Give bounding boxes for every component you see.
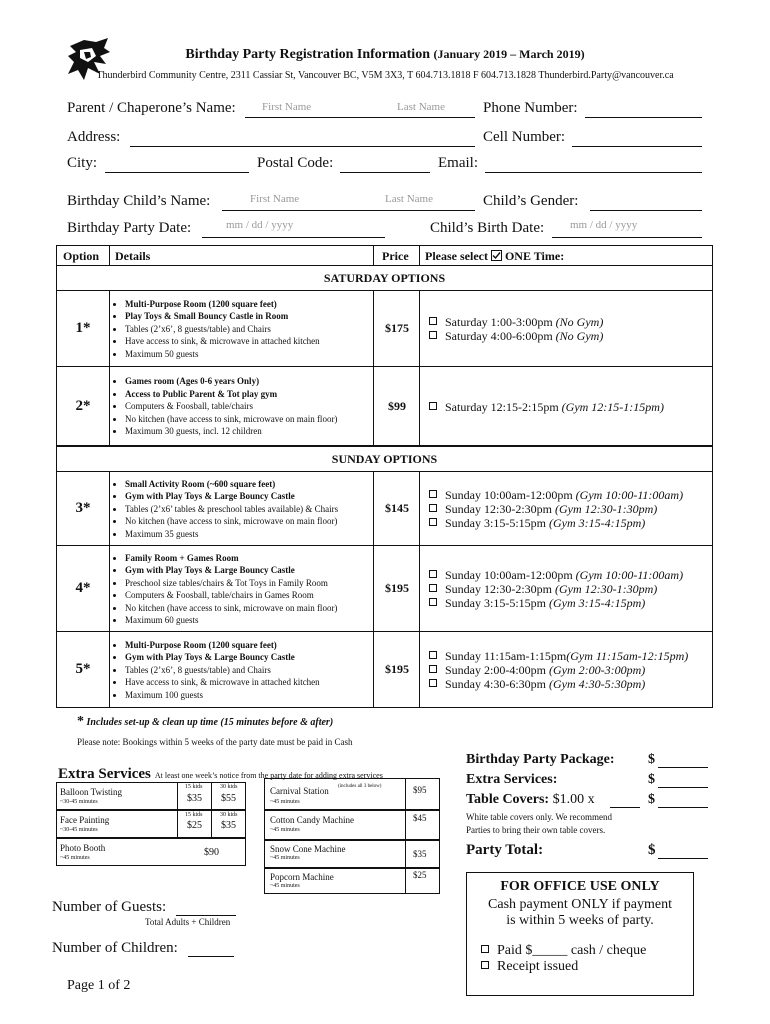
guests-field[interactable] [176,900,236,916]
gym-time-note: (Gym 10:00-11:00am) [575,568,684,582]
time-slot-label: Sunday 10:00am-12:00pm [445,488,576,502]
gender-field[interactable] [590,195,702,211]
option-number: 4* [75,580,91,596]
col-option-header: Option [63,249,100,263]
package-label: Birthday Party Package: [466,752,615,767]
phone-label: Phone Number: [483,100,578,116]
option-detail-item: • Family Room + Games Room [125,552,337,565]
saturday-heading: SATURDAY OPTIONS [323,271,446,285]
extra-services-total-label: Extra Services: [466,772,558,787]
office-line-2: is within 5 weeks of party. [506,913,654,928]
option-price: $195 [385,581,409,595]
gym-time-note: (Gym 4:30-5:30pm) [549,677,646,691]
balloon-label: Balloon Twisting [60,787,122,797]
time-slot-checkbox[interactable] [429,317,437,325]
option-number: 3* [75,500,91,516]
time-slot-label: Sunday 2:00-4:00pm [445,663,549,677]
popcorn-label: Popcorn Machine [270,872,334,882]
option-detail-item: • Maximum 30 guests, incl. 12 children [125,425,337,438]
time-slot-option[interactable] [429,400,664,414]
time-slot-label: Saturday 1:00-3:00pm [445,315,556,329]
address-field[interactable] [130,131,475,147]
option-details-list [113,375,337,438]
city-label: City: [67,155,98,171]
time-slot-label: Saturday 12:15-2:15pm [445,399,562,414]
option-detail-item: • Have access to sink, & microwave in attached kitchen [125,335,320,348]
city-field[interactable] [105,157,249,173]
option-price: $195 [385,662,409,676]
option-detail-item: • Play Toys & Small Bouncy Castle in Room [125,310,320,323]
time-slot-option[interactable] [429,677,688,691]
time-slot-option[interactable] [429,516,683,530]
snow-cone-label: Snow Cone Machine [270,844,346,854]
email-label: Email: [438,155,478,171]
option-number: 2* [75,397,91,414]
package-amount-field[interactable] [658,752,708,768]
birth-date-placeholder: mm / dd / yyyy [570,219,638,231]
birth-date-label: Child’s Birth Date: [430,220,545,236]
party-total-field[interactable] [658,843,708,859]
time-slot-checkbox[interactable] [429,331,437,339]
option-detail-item: • Maximum 100 guests [125,689,320,702]
covers-note-1: White table covers only. We recommend [466,812,612,822]
option-detail-item: • No kitchen (have access to sink, microwave on main floor) [125,413,337,426]
package-dollar: $ [648,752,655,767]
option-detail-item: • Computers & Foosball, table/chairs [125,400,337,413]
email-field[interactable] [485,157,702,173]
first-name-placeholder: First Name [262,101,312,113]
time-slot-option[interactable] [429,596,683,610]
page-title: Birthday Party Registration Information (January 2019 – March 2019) [185,47,585,62]
time-slot-option[interactable] [429,488,683,502]
photo-booth-label: Photo Booth [60,843,106,853]
total-dollar: $ [648,842,656,858]
popcorn-price: $25 [413,870,427,880]
carnival-label: Carnival Station [270,786,329,796]
cell-label: Cell Number: [483,129,566,145]
time-slot-checkbox[interactable] [429,584,437,592]
option-detail-item: • Maximum 50 guests [125,348,320,361]
snow-cone-price: $35 [413,849,427,859]
time-slot-label: Sunday 11:15am-1:15pm [445,649,567,663]
popcorn-duration: ~45 minutes [270,883,300,889]
party-date-placeholder: mm / dd / yyyy [226,219,294,231]
face-painting-duration: ~30-45 minutes [60,827,98,833]
balloon-15-kids: 15 kids [185,784,203,790]
option-details-list [113,639,320,702]
col-price-header: Price [382,249,409,263]
balloon-duration: ~30-45 minutes [60,799,98,805]
option-detail-item: • Games room (Ages 0-6 years Only) [125,375,337,388]
carnival-price: $95 [413,785,427,795]
guests-label: Number of Guests: [52,899,167,915]
party-date-label: Birthday Party Date: [67,220,192,236]
gym-time-note: (Gym 11:15am-12:15pm) [566,649,689,663]
time-slot-option[interactable] [429,568,683,582]
option-row [57,546,712,632]
time-slot-option[interactable] [429,502,683,516]
option-detail-item: • Maximum 35 guests [125,528,338,541]
time-slot-checkbox[interactable] [429,570,437,578]
carnival-duration: ~45 minutes [270,799,300,805]
child-name-label: Birthday Child’s Name: [67,193,211,209]
office-title: FOR OFFICE USE ONLY [500,879,660,894]
option-detail-item: • Access to Public Parent & Tot play gym [125,388,337,401]
option-details-list [113,478,338,541]
table-covers-qty-field[interactable] [610,792,640,808]
gym-time-note: (Gym 3:15-4:15pm) [549,516,646,530]
cotton-candy-price: $45 [413,813,427,823]
option-detail-item: • Small Activity Room (~600 square feet) [125,478,338,491]
time-slot-checkbox[interactable] [429,679,437,687]
cell-field[interactable] [572,131,702,147]
option-detail-item: • No kitchen (have access to sink, microwave on main floor) [125,515,338,528]
option-detail-item: • Computers & Foosball, table/chairs in Games Room [125,589,337,602]
option-detail-item: • Gym with Play Toys & Large Bouncy Castle [125,490,338,503]
option-detail-item: • Gym with Play Toys & Large Bouncy Castle [125,564,337,577]
paid-checkbox-row[interactable]: Paid $_____ cash / cheque [467,943,693,959]
address-label: Address: [67,129,121,145]
receipt-checkbox[interactable] [481,961,489,969]
gym-time-note: (No Gym) [555,315,604,329]
guests-sub-label: Total Adults + Children [145,917,231,927]
option-row [57,632,712,708]
face-30-price: $35 [221,820,236,831]
option-row [57,367,712,446]
option-detail-item: • Tables (2’x6’, 8 guests/table) and Chairs [125,664,320,677]
time-slot-label: Saturday 4:00-6:00pm [445,329,556,343]
extra-amount-field[interactable] [658,772,708,788]
face-15-kids: 15 kids [185,812,203,818]
option-price: $145 [385,501,409,515]
time-slot-checkbox[interactable] [429,490,437,498]
time-slot-checkbox[interactable] [429,402,437,410]
phone-field[interactable] [585,102,702,118]
gym-time-note: (No Gym) [555,329,604,343]
extra-dollar: $ [648,772,655,787]
time-slot-checkbox[interactable] [429,504,437,512]
table-covers-label: Table Covers: $1.00 x [466,792,595,807]
gender-label: Child’s Gender: [483,193,579,209]
option-detail-item: • Tables (2’x6’ tables & preschool tables available) & Chairs [125,503,338,516]
option-detail-item: • Gym with Play Toys & Large Bouncy Castle [125,651,320,664]
option-detail-item: • Tables (2’x6’, 8 guests/table) and Chairs [125,323,320,336]
time-slot-label: Sunday 10:00am-12:00pm [445,568,576,582]
time-slot-option[interactable] [429,663,688,677]
option-detail-item: • Have access to sink, & microwave in attached kitchen [125,676,320,689]
time-slot-checkbox[interactable] [429,651,437,659]
postal-code-label: Postal Code: [257,155,334,171]
extra-services-heading: Extra Services At least one week’s notice from the party date for adding extra services [58,766,383,782]
receipt-checkbox-row[interactable]: Receipt issued [467,959,693,975]
time-slot-label: Sunday 3:15-5:15pm [445,516,549,530]
child-last-name-placeholder: Last Name [385,193,433,205]
sunday-heading: SUNDAY OPTIONS [331,452,438,466]
children-label: Number of Children: [52,940,178,956]
carnival-note: (includes all 3 below) [338,784,382,789]
party-options-table [56,245,713,708]
time-slot-option[interactable] [429,315,603,329]
option-number: 1* [75,320,91,336]
cotton-candy-duration: ~45 minutes [270,827,300,833]
balloon-15-price: $35 [187,793,202,804]
time-slot-option[interactable] [429,582,683,596]
option-detail-item: • Multi-Purpose Room (1200 square feet) [125,298,320,311]
balloon-30-kids: 30 kids [220,784,238,790]
gym-time-note: (Gym 12:30-1:30pm) [555,502,658,516]
option-price: $175 [385,321,409,335]
time-slot-label: Sunday 12:30-2:30pm [445,582,555,596]
face-15-price: $25 [187,820,202,831]
time-slot-label: Sunday 12:30-2:30pm [445,502,555,516]
option-detail-item: • Preschool size tables/chairs & Tot Toys in Family Room [125,577,337,590]
covers-dollar: $ [648,792,655,807]
paid-checkbox[interactable] [481,945,489,953]
parent-name-label: Parent / Chaperone’s Name: [67,100,236,116]
snow-cone-duration: ~45 minutes [270,855,300,861]
postal-code-field[interactable] [340,157,430,173]
face-30-kids: 30 kids [220,812,238,818]
option-row [57,472,712,546]
option-detail-item: • No kitchen (have access to sink, microwave on main floor) [125,602,337,615]
gym-time-note: (Gym 3:15-4:15pm) [549,596,646,610]
last-name-placeholder: Last Name [397,101,445,113]
children-field[interactable] [188,941,234,957]
cotton-candy-label: Cotton Candy Machine [270,815,354,825]
col-select-header: Please select ONE Time: [425,249,565,263]
bookings-note: Please note: Bookings within 5 weeks of the party date must be paid in Cash [77,737,353,747]
face-painting-label: Face Painting [60,815,110,825]
checkbox-checked-icon [491,250,502,261]
page-number: Page 1 of 2 [67,978,131,993]
col-details-header: Details [115,249,151,263]
office-use-box [466,872,694,996]
gym-time-note: (Gym 12:30-1:30pm) [555,582,658,596]
party-total-label: Party Total: [466,842,544,858]
option-details-list [113,298,320,361]
centre-address: Thunderbird Community Centre, 2311 Cassiar St, Vancouver BC, V5M 3X3, T 604.713.1818 F 604.713.1828 Thunderbird.Party@vancouver.ca [96,70,674,81]
covers-note-2: Parties to bring their own table covers. [466,825,606,835]
gym-time-note: (Gym 10:00-11:00am) [575,488,684,502]
office-line-1: Cash payment ONLY if payment [488,897,672,912]
photo-booth-duration: ~45 minutes [60,855,90,861]
option-details-list [113,552,337,627]
option-detail-item: • Multi-Purpose Room (1200 square feet) [125,639,320,652]
child-first-name-placeholder: First Name [250,193,300,205]
time-slot-option[interactable] [429,649,688,663]
time-slot-label: Sunday 3:15-5:15pm [445,596,549,610]
time-slot-checkbox[interactable] [429,665,437,673]
gym-time-note: (Gym 2:00-3:00pm) [549,663,646,677]
covers-amount-field[interactable] [658,792,708,808]
setup-note: * Includes set-up & clean up time (15 minutes before & after) [77,714,334,729]
time-slot-option[interactable] [429,329,603,343]
time-slot-label: Sunday 4:30-6:30pm [445,677,549,691]
time-slot-checkbox[interactable] [429,518,437,526]
option-row [57,291,712,367]
balloon-30-price: $55 [221,793,236,804]
photo-booth-price: $90 [204,847,219,858]
time-slot-checkbox[interactable] [429,598,437,606]
option-price: $99 [388,398,406,413]
option-detail-item: • Maximum 60 guests [125,614,337,627]
gym-time-note: (Gym 12:15-1:15pm) [561,399,664,414]
option-number: 5* [75,661,91,677]
